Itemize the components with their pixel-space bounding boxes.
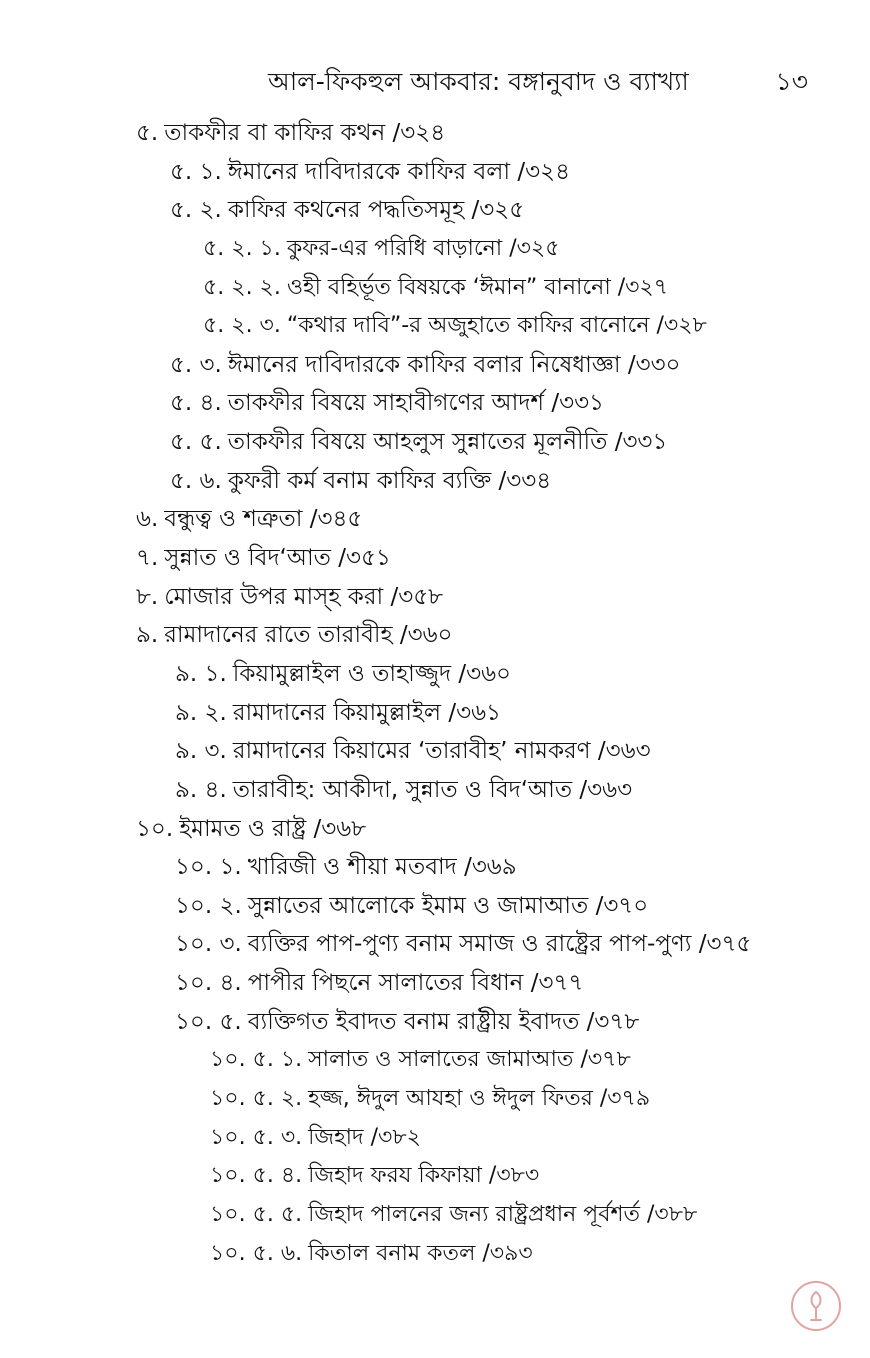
toc-entry-title: কুফর-এর পরিধি বাড়ানো (286, 235, 503, 261)
table-of-contents (0, 114, 870, 1273)
toc-entry-page: /৩৫১ (338, 545, 391, 572)
toc-entry (0, 1119, 870, 1158)
publisher-logo-icon (790, 1280, 842, 1332)
running-title: আল-ফিকহুল আকবার: বঙ্গানুবাদ ও ব্যাখ্যা (268, 67, 689, 96)
toc-entry-number: ১০. ৫. ১. (210, 1047, 303, 1073)
toc-entry-number: ৫. ২. (170, 197, 222, 224)
toc-entry-page: /৩২৪ (392, 120, 446, 146)
toc-entry-page: /৩২৪ (517, 158, 570, 185)
toc-entry-page: /৩২৭ (617, 274, 669, 300)
toc-entry-title: ঈমানের দাবিদারকে কাফির বলা (227, 158, 511, 185)
toc-entry-page: /৩৮৮ (647, 1201, 698, 1227)
toc-entry (0, 810, 870, 849)
toc-entry (0, 1235, 870, 1274)
toc-entry-page: /৩৫৮ (390, 583, 444, 610)
toc-entry (0, 887, 870, 926)
toc-entry-number: ১০. ৫. ৬. (210, 1240, 303, 1266)
toc-entry-page: /৩৬৩ (579, 776, 633, 803)
toc-entry-page: /৩৭৫ (698, 931, 752, 958)
toc-entry-page: /৩৩০ (627, 351, 681, 378)
toc-entry-number: ৮. (136, 583, 159, 610)
toc-entry-page: /৩৬৯ (464, 854, 517, 881)
toc-entry-title: কুফরী কর্ম বনাম কাফির ব্যক্তি (227, 467, 492, 494)
toc-entry (0, 732, 870, 771)
toc-entry-page: /৩৭৮ (580, 1047, 631, 1073)
toc-entry-page: /৩৬৩ (597, 738, 651, 765)
toc-entry-number: ১০. ৫. ৪. (210, 1163, 303, 1189)
toc-entry (0, 848, 870, 887)
toc-entry (0, 694, 870, 733)
toc-entry-number: ৯. ১. (175, 660, 227, 687)
toc-entry-title: জিহাদ (308, 1124, 364, 1150)
toc-entry-title: জিহাদ ফরয কিফায়া (308, 1163, 482, 1189)
toc-entry-page: /৩৬০ (399, 622, 453, 649)
toc-entry-number: ১০. ১. (175, 854, 242, 881)
toc-entry-page: /৩৭৭ (530, 970, 584, 997)
toc-entry-page: /৩৮৩ (488, 1163, 540, 1189)
toc-entry-title: ঈমানের দাবিদারকে কাফির বলার নিষেধাজ্ঞা (227, 351, 621, 378)
toc-entry (0, 771, 870, 810)
toc-entry-number: ৫. ৬. (170, 467, 222, 494)
toc-entry-page: /৩৮২ (370, 1124, 421, 1150)
toc-entry-number: ৫. ১. (170, 158, 222, 185)
toc-entry-number: ৫. ২. ৩. (203, 313, 281, 339)
toc-entry-title: মোজার উপর মাস্হ করা (164, 583, 384, 610)
toc-entry-title: রামাদানের কিয়ামুল্লাইল (232, 699, 442, 726)
toc-entry (0, 269, 870, 308)
toc-entry-number: ১০. ৪. (175, 970, 242, 997)
page-number: ১৩ (775, 67, 808, 96)
toc-entry-page: /৩৬৮ (313, 815, 367, 842)
toc-entry-title: সালাত ও সালাতের জামাআত (308, 1047, 574, 1073)
toc-entry (0, 114, 870, 153)
toc-entry (0, 462, 870, 501)
toc-entry (0, 230, 870, 269)
toc-entry (0, 153, 870, 192)
toc-entry-title: বন্ধুত্ব ও শত্রুতা (164, 506, 303, 533)
toc-entry-page: /৩৬০ (458, 660, 511, 687)
toc-entry (0, 191, 870, 230)
toc-entry-number: ৫. ৪. (170, 390, 222, 417)
toc-entry-title: খারিজী ও শীয়া মতবাদ (247, 854, 457, 881)
toc-entry-number: ৫. (136, 120, 159, 146)
toc-entry-number: ১০. ৫. ২. (210, 1086, 303, 1112)
toc-entry-page: /৩৩১ (614, 429, 668, 456)
toc-entry-page: /৩৪৫ (309, 506, 363, 533)
toc-entry-title: তারাবীহ: আকীদা, সুন্নাত ও বিদ‘আত (232, 776, 573, 803)
toc-entry-title: কিতাল বনাম কতল (308, 1240, 476, 1266)
toc-entry-number: ৭. (136, 545, 159, 572)
toc-entry-number: ৯. ২. (175, 699, 227, 726)
toc-entry-title: জিহাদ পালনের জন্য রাষ্ট্রপ্রধান পূর্বশর্ত (308, 1201, 640, 1227)
toc-entry-number: ১০. ২. (175, 892, 242, 919)
toc-entry-title: সুন্নাতের আলোকে ইমাম ও জামাআত (247, 892, 589, 919)
toc-entry-number: ১০. ৫. ৫. (210, 1201, 303, 1227)
toc-entry-title: পাপীর পিছনে সালাতের বিধান (247, 970, 524, 997)
toc-entry-title: তাকফীর বিষয়ে সাহাবীগণের আদর্শ (227, 390, 545, 417)
toc-entry (0, 925, 870, 964)
toc-entry-page: /৩২৫ (509, 235, 560, 261)
toc-entry-title: ব্যক্তির পাপ-পুণ্য বনাম সমাজ ও রাষ্ট্রের পাপ-পুণ্য (247, 931, 692, 958)
toc-entry-title: কিয়ামুল্লাইল ও তাহাজ্জুদ (232, 660, 452, 687)
toc-entry (0, 307, 870, 346)
toc-entry-number: ৫. ৩. (170, 351, 222, 378)
toc-entry-title: ব্যক্তিগত ইবাদত বনাম রাষ্ট্রীয় ইবাদত (247, 1008, 580, 1035)
toc-entry-number: ৯. ৩. (175, 738, 227, 765)
toc-entry (0, 655, 870, 694)
toc-entry (0, 500, 870, 539)
toc-entry-number: ৫. ২. ১. (203, 235, 281, 261)
toc-entry-title: ইমামত ও রাষ্ট্র (179, 815, 307, 842)
toc-entry (0, 539, 870, 578)
toc-entry-title: তাকফীর বা কাফির কথন (164, 120, 386, 146)
toc-entry (0, 1041, 870, 1080)
toc-entry-number: ৫. ২. ২. (203, 274, 281, 300)
page-header (0, 62, 870, 102)
toc-entry (0, 578, 870, 617)
toc-entry-page: /৩৯৩ (482, 1240, 533, 1266)
toc-entry (0, 1003, 870, 1042)
toc-entry-number: ১০. ৫. (175, 1008, 242, 1035)
toc-entry-page: /৩৩১ (551, 390, 604, 417)
toc-entry (0, 346, 870, 385)
toc-entry-page: /৩৬১ (448, 699, 501, 726)
toc-entry-title: রামাদানের কিয়ামের ‘তারাবীহ’ নামকরণ (232, 738, 591, 765)
toc-entry (0, 616, 870, 655)
toc-entry-title: কাফির কথনের পদ্ধতিসমূহ (227, 197, 465, 224)
toc-entry-title: হজ্জ, ঈদুল আযহা ও ঈদুল ফিতর (308, 1086, 593, 1112)
toc-entry-title: “কথার দাবি”-র অজুহাতে কাফির বানোনে (286, 313, 650, 339)
toc-entry-page: /৩৭৮ (586, 1008, 640, 1035)
toc-entry (0, 423, 870, 462)
toc-entry-number: ৫. ৫. (170, 429, 222, 456)
toc-entry-number: ১০. ৫. ৩. (210, 1124, 303, 1150)
toc-entry (0, 1157, 870, 1196)
toc-entry (0, 1080, 870, 1119)
toc-entry-number: ১০. (136, 815, 174, 842)
toc-entry-number: ১০. ৩. (175, 931, 242, 958)
toc-entry-title: ওহী বহির্ভূত বিষয়কে ‘ঈমান” বানানো (286, 274, 611, 300)
toc-entry (0, 384, 870, 423)
toc-entry (0, 964, 870, 1003)
toc-entry (0, 1196, 870, 1235)
toc-entry-number: ৬. (136, 506, 159, 533)
toc-entry-title: রামাদানের রাতে তারাবীহ (164, 622, 393, 649)
toc-entry-title: তাকফীর বিষয়ে আহলুস সুন্নাতের মূলনীতি (227, 429, 608, 456)
toc-entry-page: /৩৭০ (595, 892, 649, 919)
toc-entry-page: /৩৭৯ (599, 1086, 651, 1112)
toc-entry-title: সুন্নাত ও বিদ‘আত (164, 545, 331, 572)
toc-entry-page: /৩২৫ (471, 197, 525, 224)
toc-entry-number: ৯. ৪. (175, 776, 227, 803)
toc-entry-number: ৯. (136, 622, 159, 649)
toc-entry-page: /৩২৮ (656, 313, 707, 339)
toc-entry-page: /৩৩৪ (498, 467, 552, 494)
